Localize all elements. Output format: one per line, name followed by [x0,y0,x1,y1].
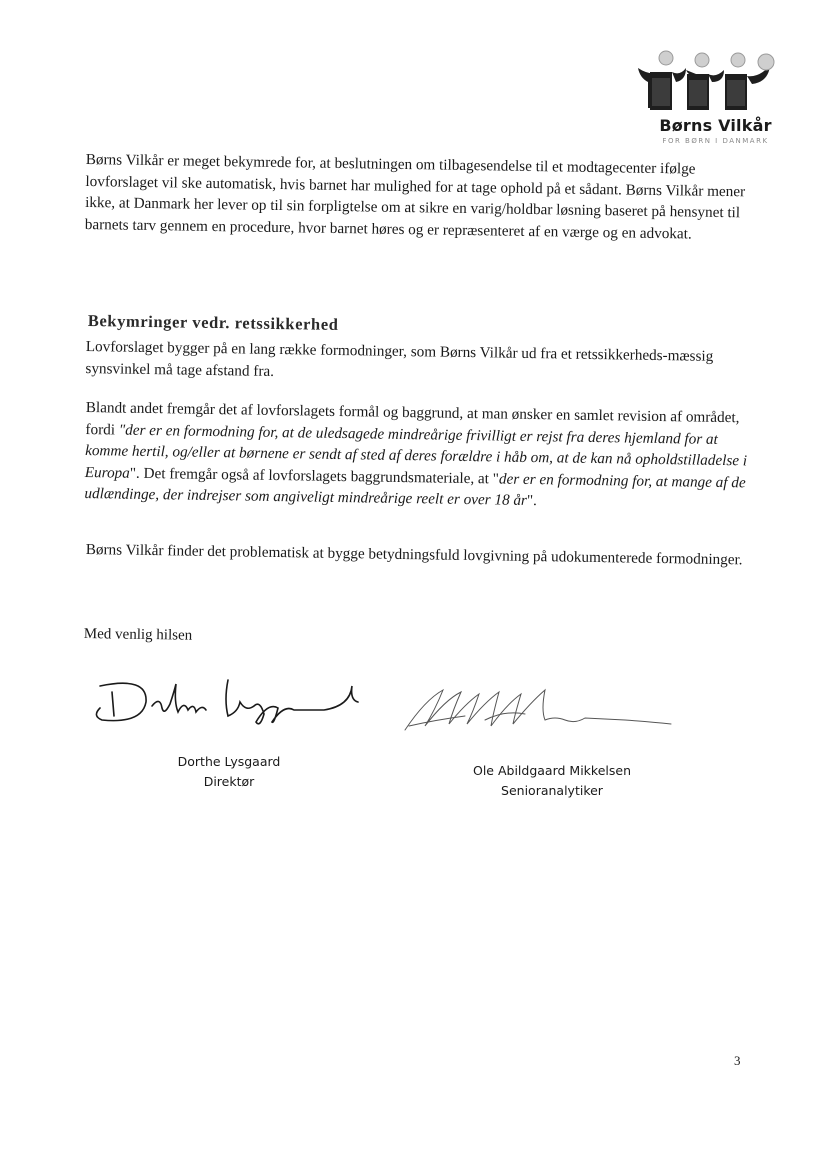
signature-ole-abildgaard-mikkelsen [395,680,675,740]
section-heading: Bekymringer vedr. retssikkerhed [87,311,339,334]
paragraph-1: Børns Vilkår er meget bekymrede for, at beslutningen om tilbagesendelse til et modtagecenter ifølge lovforslaget vil ske automatisk, hvis barnet har mulighed for at tage ophold på et sådant. Børns Vilkår mener ikke, at Danmark her lever op til sin forpligtelse om at sikre en varig/holdbar løsning baseret på hensynet til barnets tarv gennem en procedure, hvor barnet høres og er repræsenteret af en værge og en advokat. [84,150,746,243]
signatory-1-name: Dorthe Lysgaard [177,754,281,769]
closing-greeting: Med venlig hilsen [83,626,193,644]
paragraph-3-text-c: ". [526,491,538,510]
signatory-1 [129,752,329,792]
logo-subtitle: FOR BØRN I DANMARK [662,137,769,145]
paragraph-3-quote-2: der er en formodning for, at mange af de udlændinge, der indrejser som angiveligt mindreårige reelt er over 18 år [84,469,746,509]
signatory-2-name: Ole Abildgaard Mikkelsen [472,763,631,778]
paragraph-3-text-b: ". Det fremgår også af lovforslagets baggrundsmateriale, at " [129,464,500,487]
page-number: 3 [734,1053,741,1068]
paragraph-3-quote-1: "der er en formodning for, at de uledsagede mindreårige frivilligt er rejst fra deres hjemland for at komme hertil, og/eller at børnene er sendt af sted af deres forældre i håb om, at de kan nå opholdstilladelse i Europa [84,421,748,482]
signatory-1-title: Direktør [203,774,255,789]
signatory-2-title: Senioranalytiker [501,783,603,798]
paragraph-3-text-a: Blandt andet fremgår det af lovforslagets formål og baggrund, at man ønsker en samlet revision af området, fordi [85,398,740,439]
signatory-2 [452,761,652,801]
logo-name: Børns Vilkår [659,116,772,135]
paragraph-4: Børns Vilkår finder det problematisk at bygge betydningsfuld lovgivning på udokumenterede formodninger. [85,540,743,569]
signature-dorthe-lysgaard [88,672,368,732]
paragraph-2: Lovforslaget bygger på en lang række formodninger, som Børns Vilkår ud fra et retssikkerheds-mæssig synsvinkel må tage afstand fra. [85,337,714,380]
paragraph-3 [84,397,758,515]
